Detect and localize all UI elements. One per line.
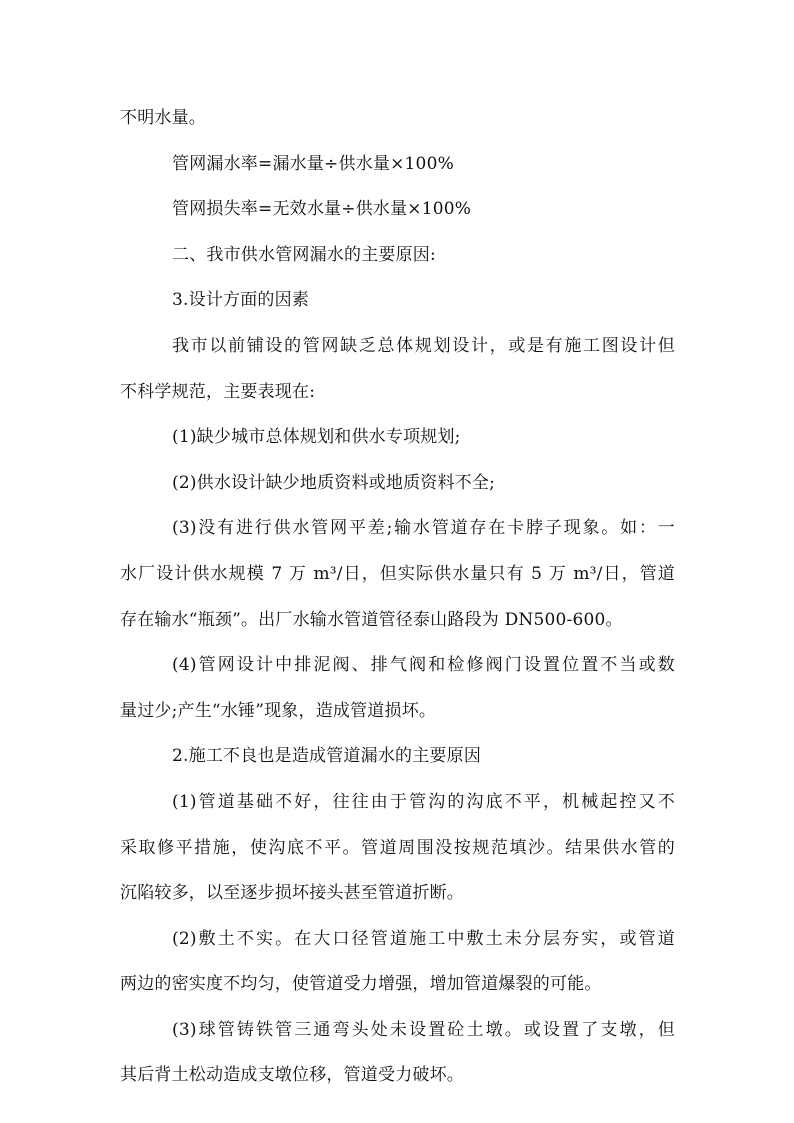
text-line: 不明水量。 <box>120 108 206 128</box>
paragraph-line: 两边的密实度不均匀，使管道受力增强，增加管道爆裂的可能。 <box>120 974 602 995</box>
list-item: (2)供水设计缺少地质资料或地质资料不全; <box>172 472 496 493</box>
formula-leak-rate: 管网漏水率=漏水量÷供水量×100% <box>172 153 454 174</box>
paragraph-line: 其后背土松动造成支墩位移，管道受力破坏。 <box>120 1065 464 1086</box>
paragraph-line: 存在输水“瓶颈”。出厂水输水管道管径泰山路段为 DN500-600。 <box>120 609 623 630</box>
paragraph-line: 水厂设计供水规模 7 万 m³/日，但实际供水量只有 5 万 m³/日，管道 <box>120 563 675 584</box>
list-item: (2)敷土不实。在大口径管道施工中敷土未分层夯实，或管道 <box>172 928 675 949</box>
list-item: (1)缺少城市总体规划和供水专项规划; <box>172 427 461 448</box>
paragraph-line: 采取修平措施，使沟底不平。管道周围没按规范填沙。结果供水管的 <box>120 837 675 858</box>
subsection-heading: 2.施工不良也是造成管道漏水的主要原因 <box>172 746 482 767</box>
paragraph-line: 量过少;产生“水锤”现象，造成管道损坏。 <box>120 700 437 721</box>
paragraph-line: 我市以前铺设的管网缺乏总体规划设计，或是有施工图设计但 <box>172 335 675 356</box>
list-item: (1)管道基础不好，往往由于管沟的沟底不平，机械起控又不 <box>172 791 675 812</box>
formula-loss-rate: 管网损失率=无效水量÷供水量×100% <box>172 199 472 220</box>
paragraph-line: 沉陷较多，以至逐步损坏接头甚至管道折断。 <box>120 883 464 904</box>
list-item: (3)球管铸铁管三通弯头处未设置砼土墩。或设置了支墩，但 <box>172 1019 675 1040</box>
list-item: (3)没有进行供水管网平差;输水管道存在卡脖子现象。如：一 <box>172 518 675 539</box>
paragraph-line: 不科学规范，主要表现在: <box>120 381 316 402</box>
section-heading: 二、我市供水管网漏水的主要原因: <box>172 244 436 265</box>
document-body <box>120 96 675 1099</box>
list-item: (4)管网设计中排泥阀、排气阀和检修阀门设置位置不当或数 <box>172 655 675 676</box>
subsection-heading: 3.设计方面的因素 <box>172 290 310 311</box>
